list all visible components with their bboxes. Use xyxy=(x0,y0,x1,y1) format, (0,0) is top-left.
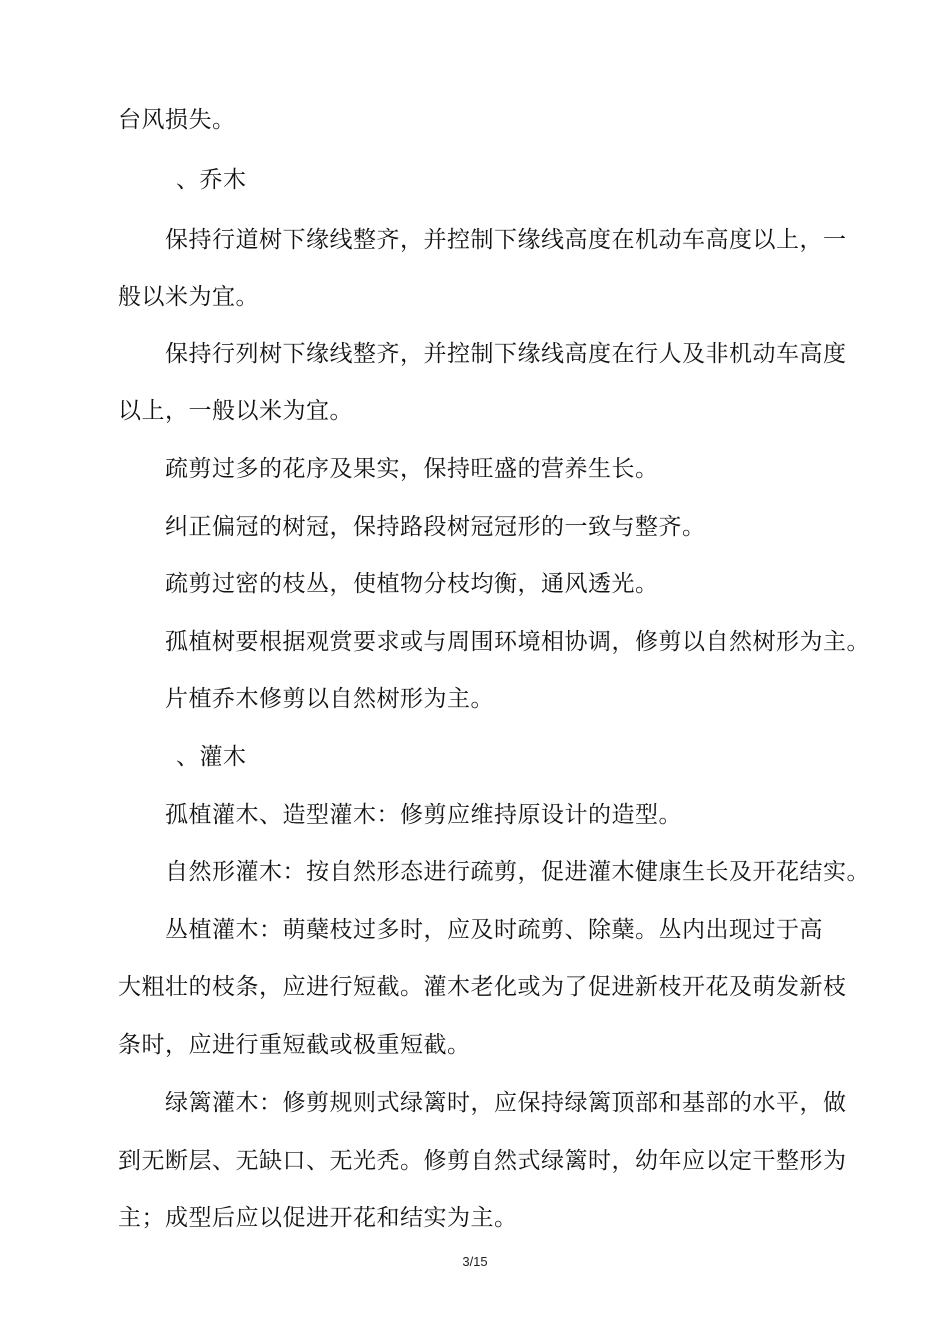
text-line: 孤植灌木、造型灌木：修剪应维持原设计的造型。 xyxy=(165,802,682,828)
page-number: 3/15 xyxy=(462,1254,488,1269)
text-line: 到无断层、无缺口、无光秃。修剪自然式绿篱时，幼年应以定干整形为 xyxy=(118,1148,847,1174)
text-line: 保持行道树下缘线整齐，并控制下缘线高度在机动车高度以上，一 xyxy=(165,227,847,253)
text-line: 以上，一般以米为宜。 xyxy=(118,398,353,424)
text-line: 疏剪过密的枝丛，使植物分枝均衡，通风透光。 xyxy=(165,571,659,597)
text-line: 保持行列树下缘线整齐，并控制下缘线高度在行人及非机动车高度 xyxy=(165,341,847,367)
text-line: 主；成型后应以促进开花和结实为主。 xyxy=(118,1205,518,1231)
section-heading-shrub: 、灌木 xyxy=(176,744,247,770)
text-line: 台风损失。 xyxy=(118,107,236,133)
text-line: 大粗壮的枝条，应进行短截。灌木老化或为了促进新枝开花及萌发新枝 xyxy=(118,974,847,1000)
text-line: 自然形灌木：按自然形态进行疏剪，促进灌木健康生长及开花结实。 xyxy=(165,859,870,885)
text-line: 孤植树要根据观赏要求或与周围环境相协调，修剪以自然树形为主。 xyxy=(165,629,870,655)
text-line: 纠正偏冠的树冠，保持路段树冠冠形的一致与整齐。 xyxy=(165,514,706,540)
text-line: 疏剪过多的花序及果实，保持旺盛的营养生长。 xyxy=(165,456,659,482)
text-line: 丛植灌木：萌蘖枝过多时，应及时疏剪、除蘖。丛内出现过于高 xyxy=(165,917,823,943)
section-heading-arbor: 、乔木 xyxy=(176,167,247,193)
text-line: 片植乔木修剪以自然树形为主。 xyxy=(165,686,494,712)
text-line: 条时，应进行重短截或极重短截。 xyxy=(118,1032,471,1058)
text-line: 绿篱灌木：修剪规则式绿篱时，应保持绿篱顶部和基部的水平，做 xyxy=(165,1090,847,1116)
text-line: 般以米为宜。 xyxy=(118,284,259,310)
